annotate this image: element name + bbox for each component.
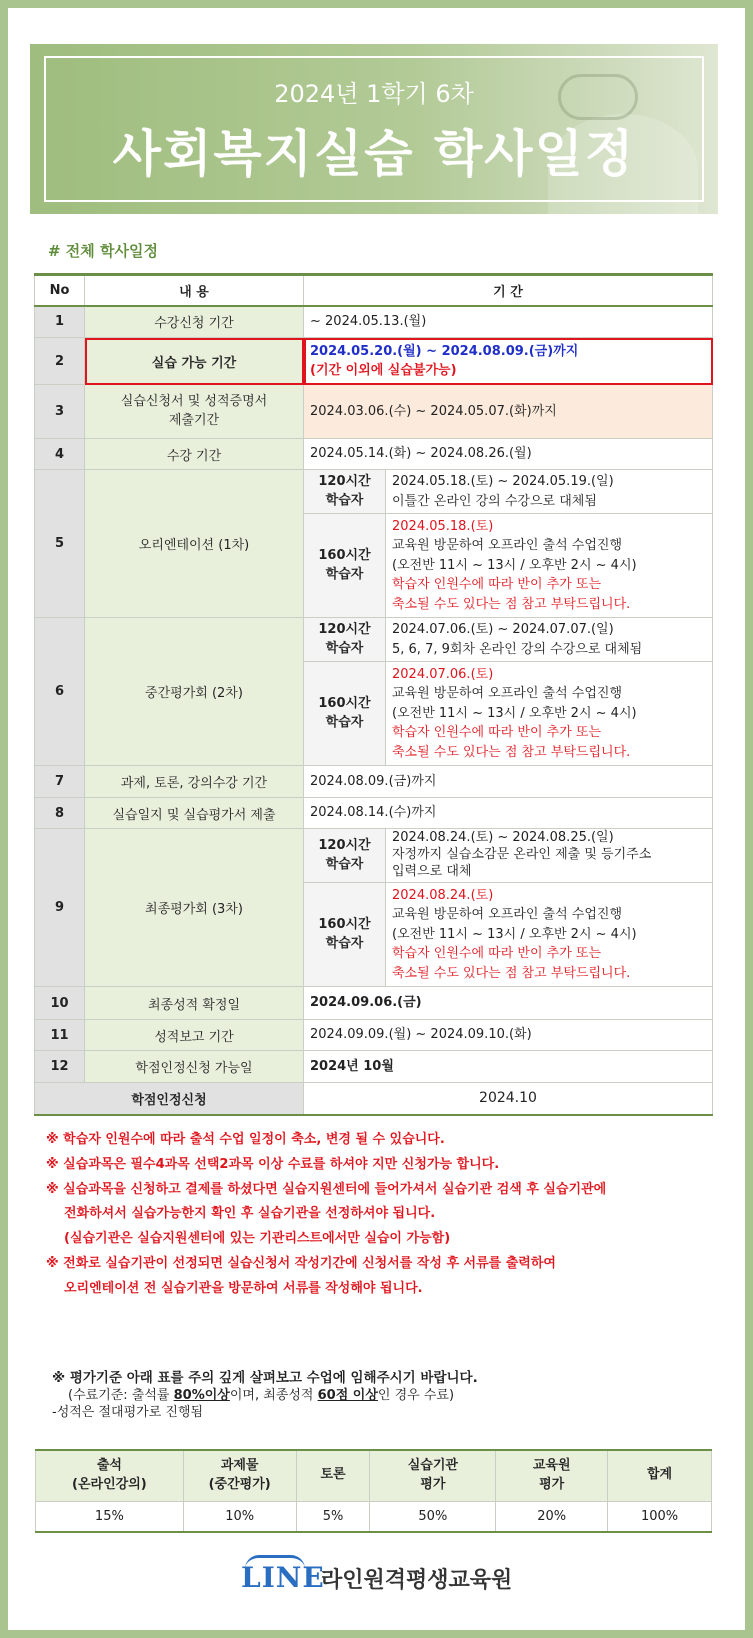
schedule-footer-row bbox=[35, 1083, 713, 1115]
row-period: 2024.08.09.(금)까지 bbox=[304, 766, 713, 798]
row-number: 3 bbox=[35, 385, 85, 439]
warning-line: 축소될 수도 있다는 점 참고 부탁드립니다. bbox=[392, 744, 631, 760]
learner-hours: 160시간 bbox=[318, 916, 371, 932]
row-number: 4 bbox=[35, 439, 85, 470]
learner-type bbox=[304, 883, 386, 987]
row-number: 11 bbox=[35, 1020, 85, 1051]
completion-criteria bbox=[52, 1387, 712, 1404]
row-number: 1 bbox=[35, 306, 85, 338]
row-period: 2024.03.06.(수) ~ 2024.05.07.(화)까지 bbox=[304, 385, 713, 439]
row-item bbox=[85, 385, 304, 439]
attendance-threshold: 80%이상 bbox=[173, 1388, 230, 1403]
learner-type bbox=[304, 470, 386, 514]
learner-type bbox=[304, 618, 386, 662]
grading-value-row bbox=[36, 1501, 712, 1532]
sub-period bbox=[386, 662, 713, 766]
learner-hours: 120시간 bbox=[318, 837, 371, 853]
criteria-text: 이며, 최종성적 bbox=[229, 1388, 318, 1403]
row-number: 9 bbox=[35, 829, 85, 987]
criteria-text: (수료기준: 출석률 bbox=[68, 1388, 174, 1403]
row-item: 실습 가능 기간 bbox=[85, 338, 304, 385]
grading-header bbox=[608, 1450, 712, 1501]
period-line: 교육원 방문하여 오프라인 출석 수업진행 bbox=[392, 538, 623, 554]
grading-header bbox=[296, 1450, 370, 1501]
learner-type bbox=[304, 829, 386, 883]
warning-line: 학습자 인원수에 따라 반이 추가 또는 bbox=[392, 577, 602, 593]
period-line: 2024.05.18.(토) ~ 2024.05.19.(일) bbox=[392, 474, 614, 489]
learner-hours: 160시간 bbox=[318, 695, 371, 711]
row-item: 최종성적 확정일 bbox=[85, 987, 304, 1020]
schedule-row bbox=[35, 306, 713, 338]
grading-value: 10% bbox=[183, 1501, 296, 1532]
row-period bbox=[304, 338, 713, 385]
evaluation-criteria bbox=[52, 1370, 712, 1421]
notice-item: ※ 학습자 인원수에 따라 출석 수업 일정이 축소, 변경 될 수 있습니다. bbox=[46, 1132, 445, 1147]
schedule-table bbox=[34, 273, 713, 1116]
schedule-row bbox=[35, 798, 713, 829]
banner-subtitle: 2024년 1학기 6차 bbox=[274, 80, 474, 108]
row-item: 오리엔테이션 (1차) bbox=[85, 470, 304, 618]
row-period: 2024.09.09.(월) ~ 2024.09.10.(화) bbox=[304, 1020, 713, 1051]
period-line: (오전반 11시 ~ 13시 / 오후반 2시 ~ 4시) bbox=[392, 705, 637, 721]
row-number: 6 bbox=[35, 618, 85, 766]
row-period: 2024.09.06.(금) bbox=[304, 987, 713, 1020]
criteria-heading: ※ 평가기준 아래 표를 주의 깊게 살펴보고 수업에 임해주시기 바랍니다. bbox=[52, 1370, 478, 1386]
learner-hours: 160시간 bbox=[318, 547, 371, 563]
learner-label: 학습자 bbox=[325, 566, 364, 582]
row-item: 수강 기간 bbox=[85, 439, 304, 470]
schedule-row bbox=[35, 1020, 713, 1051]
notice-item: 전화하셔서 실습가능한지 확인 후 실습기관을 선정하셔야 됩니다. bbox=[64, 1206, 436, 1222]
row-item: 학점인정신청 가능일 bbox=[85, 1051, 304, 1083]
grading-value: 100% bbox=[608, 1501, 712, 1532]
banner-title: 사회복지실습 학사일정 bbox=[112, 125, 636, 183]
header-line: 토론 bbox=[320, 1467, 346, 1483]
notice-item: ※ 전화로 실습기관이 선정되면 실습신청서 작성기간에 신청서를 작성 후 서류를 출력하여 bbox=[46, 1255, 556, 1271]
header-line: (온라인강의) bbox=[72, 1476, 147, 1492]
notice-item: (실습기관은 실습지원센터에 있는 기관리스트에서만 실습이 가능함) bbox=[64, 1231, 451, 1247]
schedule-row bbox=[35, 987, 713, 1020]
grading-value: 20% bbox=[496, 1501, 608, 1532]
row-number: 12 bbox=[35, 1051, 85, 1083]
offline-date: 2024.08.24.(토) bbox=[392, 887, 494, 903]
sub-period bbox=[386, 883, 713, 987]
period-line: 교육원 방문하여 오프라인 출석 수업진행 bbox=[392, 686, 623, 702]
header-line: (중간평가) bbox=[208, 1476, 271, 1492]
period-line: 이틀간 온라인 강의 수강으로 대체됨 bbox=[392, 493, 597, 509]
grading-value: 15% bbox=[36, 1501, 184, 1532]
learner-label: 학습자 bbox=[325, 935, 364, 951]
row-item: 수강신청 기간 bbox=[85, 306, 304, 338]
period-line: 2024.08.24.(토) ~ 2024.08.25.(일) bbox=[392, 830, 614, 846]
sub-period bbox=[386, 618, 713, 662]
schedule-row bbox=[35, 439, 713, 470]
credit-application-label: 학점인정신청 bbox=[35, 1083, 304, 1115]
row-item-line: 제출기간 bbox=[168, 412, 220, 428]
practice-period-warning: (기간 이외에 실습불가능) bbox=[310, 363, 457, 378]
grading-header bbox=[183, 1450, 296, 1501]
header-period: 기 간 bbox=[304, 275, 713, 306]
learner-label: 학습자 bbox=[325, 714, 364, 730]
period-line: 교육원 방문하여 오프라인 출석 수업진행 bbox=[392, 907, 623, 923]
schedule-header-row bbox=[35, 275, 713, 306]
row-item-line: 실습신청서 및 성적증명서 bbox=[120, 394, 268, 410]
learner-hours: 120시간 bbox=[318, 473, 371, 489]
notice-list bbox=[46, 1128, 726, 1302]
learner-type bbox=[304, 662, 386, 766]
period-line: 5, 6, 7, 9회차 온라인 강의 수강으로 대체됨 bbox=[392, 641, 643, 657]
header-line: 교육원 bbox=[532, 1457, 571, 1473]
learner-hours: 120시간 bbox=[318, 621, 371, 637]
learner-label: 학습자 bbox=[325, 856, 364, 872]
grading-header-row bbox=[36, 1450, 712, 1501]
row-number: 7 bbox=[35, 766, 85, 798]
row-number: 5 bbox=[35, 470, 85, 618]
learner-label: 학습자 bbox=[325, 492, 364, 508]
offline-date: 2024.07.06.(토) bbox=[392, 666, 494, 682]
row-period: 2024.08.14.(수)까지 bbox=[304, 798, 713, 829]
grading-header bbox=[36, 1450, 184, 1501]
learner-type bbox=[304, 514, 386, 618]
warning-line: 학습자 인원수에 따라 반이 추가 또는 bbox=[392, 946, 602, 962]
header-line: 출석 bbox=[96, 1457, 122, 1473]
sub-period bbox=[386, 470, 713, 514]
score-threshold: 60점 이상 bbox=[317, 1388, 378, 1403]
sub-period bbox=[386, 829, 713, 883]
row-item: 최종평가회 (3차) bbox=[85, 829, 304, 987]
title-banner bbox=[30, 44, 718, 214]
row-number: 8 bbox=[35, 798, 85, 829]
grading-value: 5% bbox=[296, 1501, 370, 1532]
row-item: 실습일지 및 실습평가서 제출 bbox=[85, 798, 304, 829]
row-period: ~ 2024.05.13.(월) bbox=[304, 306, 713, 338]
credit-application-value: 2024.10 bbox=[304, 1083, 713, 1115]
criteria-text: 인 경우 수료) bbox=[377, 1388, 455, 1403]
grading-value: 50% bbox=[370, 1501, 496, 1532]
schedule-row bbox=[35, 338, 713, 385]
schedule-row bbox=[35, 618, 713, 662]
grading-table bbox=[35, 1449, 712, 1533]
row-period: 2024년 10월 bbox=[304, 1051, 713, 1083]
row-period: 2024.05.14.(화) ~ 2024.08.26.(월) bbox=[304, 439, 713, 470]
schedule-row bbox=[35, 766, 713, 798]
period-line: (오전반 11시 ~ 13시 / 오후반 2시 ~ 4시) bbox=[392, 926, 637, 942]
notice-item: 오리엔테이션 전 실습기관을 방문하여 서류를 작성해야 됩니다. bbox=[64, 1280, 423, 1296]
period-line: 자정까지 실습소감문 온라인 제출 및 등기주소 bbox=[392, 847, 652, 863]
institution-name: 라인원격평생교육원 bbox=[321, 1568, 513, 1593]
row-item: 성적보고 기간 bbox=[85, 1020, 304, 1051]
header-item: 내 용 bbox=[85, 275, 304, 306]
learner-label: 학습자 bbox=[325, 640, 364, 656]
schedule-row bbox=[35, 829, 713, 883]
schedule-row bbox=[35, 385, 713, 439]
period-line: 2024.07.06.(토) ~ 2024.07.07.(일) bbox=[392, 622, 614, 637]
schedule-row bbox=[35, 470, 713, 514]
warning-line: 축소될 수도 있다는 점 참고 부탁드립니다. bbox=[392, 596, 631, 612]
section-heading: # 전체 학사일정 bbox=[48, 242, 158, 260]
offline-date: 2024.05.18.(토) bbox=[392, 518, 494, 534]
practice-period-dates: 2024.05.20.(월) ~ 2024.08.09.(금)까지 bbox=[310, 343, 579, 359]
header-line: 과제물 bbox=[220, 1457, 259, 1473]
schedule-row bbox=[35, 1051, 713, 1083]
period-line: (오전반 11시 ~ 13시 / 오후반 2시 ~ 4시) bbox=[392, 557, 637, 573]
logo-mark: LINE bbox=[241, 1561, 325, 1594]
grading-header bbox=[370, 1450, 496, 1501]
notice-item: ※ 실습과목을 신청하고 결제를 하셨다면 실습지원센터에 들어가셔서 실습기관 검색 후 실습기관에 bbox=[46, 1181, 607, 1197]
grading-header bbox=[496, 1450, 608, 1501]
institution-logo bbox=[241, 1555, 521, 1595]
row-item: 중간평가회 (2차) bbox=[85, 618, 304, 766]
warning-line: 축소될 수도 있다는 점 참고 부탁드립니다. bbox=[392, 965, 631, 981]
header-no: No bbox=[35, 275, 85, 306]
grading-note: -성적은 절대평가로 진행됨 bbox=[52, 1405, 204, 1420]
header-line: 실습기관 bbox=[407, 1457, 458, 1473]
warning-line: 학습자 인원수에 따라 반이 추가 또는 bbox=[392, 725, 602, 741]
header-line: 평가 bbox=[420, 1476, 446, 1492]
row-number: 10 bbox=[35, 987, 85, 1020]
header-line: 평가 bbox=[539, 1476, 565, 1492]
header-line: 합계 bbox=[646, 1467, 673, 1483]
sub-period bbox=[386, 514, 713, 618]
period-line: 입력으로 대체 bbox=[392, 863, 472, 879]
row-number: 2 bbox=[35, 338, 85, 385]
notice-item: ※ 실습과목은 필수4과목 선택2과목 이상 수료를 하셔야 지만 신청가능 합니다. bbox=[46, 1156, 500, 1172]
row-item: 과제, 토론, 강의수강 기간 bbox=[85, 766, 304, 798]
